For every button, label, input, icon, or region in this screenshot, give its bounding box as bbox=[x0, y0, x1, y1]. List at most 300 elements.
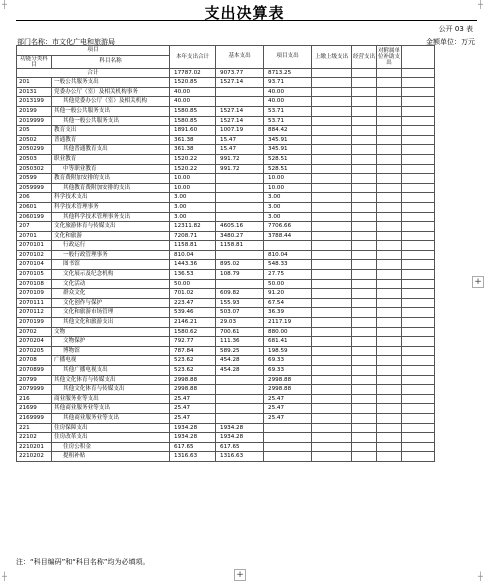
table-row[interactable] bbox=[17, 366, 470, 376]
row-total: 1580.85 bbox=[170, 106, 216, 116]
row-basic: 15.47 bbox=[216, 145, 264, 155]
row-basic: 609.82 bbox=[216, 289, 264, 299]
cell-empty bbox=[402, 145, 435, 155]
table-row[interactable] bbox=[17, 174, 470, 184]
row-project: 345.91 bbox=[264, 135, 312, 145]
row-name: 住房公积金 bbox=[52, 442, 170, 452]
row-project bbox=[264, 241, 312, 251]
total-row[interactable] bbox=[17, 68, 470, 78]
cell-empty bbox=[402, 298, 435, 308]
cell-empty bbox=[377, 97, 402, 107]
cell-empty bbox=[352, 154, 377, 164]
row-name: 群众文化 bbox=[52, 289, 170, 299]
table-row[interactable] bbox=[17, 279, 470, 289]
corner-handle-top-left[interactable]: ┼ bbox=[2, 0, 7, 9]
row-code: 2079999 bbox=[17, 385, 52, 395]
row-code: 206 bbox=[17, 193, 52, 203]
row-name: 住房保障支出 bbox=[52, 423, 170, 433]
row-code: 2070899 bbox=[17, 366, 52, 376]
cell-empty bbox=[312, 413, 352, 423]
table-row[interactable] bbox=[17, 318, 470, 328]
cell-empty bbox=[352, 318, 377, 328]
row-total: 539.46 bbox=[170, 308, 216, 318]
cell-empty bbox=[312, 308, 352, 318]
cell-empty bbox=[312, 106, 352, 116]
row-basic bbox=[216, 413, 264, 423]
row-name: 其他一般公共服务支出 bbox=[52, 116, 170, 126]
row-name: 其他商业服务业等支出 bbox=[52, 413, 170, 423]
header-name: 科目名称 bbox=[52, 55, 170, 68]
row-basic: 111.36 bbox=[216, 337, 264, 347]
table-row[interactable] bbox=[17, 385, 470, 395]
table-row[interactable] bbox=[17, 241, 470, 251]
corner-handle-bottom-right[interactable]: ┼ bbox=[478, 572, 483, 581]
row-project bbox=[264, 452, 312, 462]
total-label: 合计 bbox=[17, 68, 170, 78]
cell-empty bbox=[377, 279, 402, 289]
cell-empty bbox=[377, 135, 402, 145]
cell-empty bbox=[377, 346, 402, 356]
cell-empty bbox=[312, 279, 352, 289]
table-row[interactable] bbox=[17, 78, 470, 88]
row-total: 1520.85 bbox=[170, 78, 216, 88]
row-total: 361.38 bbox=[170, 145, 216, 155]
row-name: 普通教育 bbox=[52, 135, 170, 145]
row-name: 其他科学技术管理事务支出 bbox=[52, 212, 170, 222]
row-project: 810.04 bbox=[264, 250, 312, 260]
row-code: 21699 bbox=[17, 404, 52, 414]
row-total: 810.04 bbox=[170, 250, 216, 260]
row-total: 50.00 bbox=[170, 279, 216, 289]
cell-empty bbox=[402, 183, 435, 193]
table-row[interactable] bbox=[17, 356, 470, 366]
row-name: 其他广播电视支出 bbox=[52, 366, 170, 376]
table-row[interactable] bbox=[17, 87, 470, 97]
row-basic bbox=[216, 87, 264, 97]
row-basic: 4605.16 bbox=[216, 222, 264, 232]
cell-empty bbox=[312, 78, 352, 88]
amount-unit: 金额单位：万元 bbox=[426, 38, 475, 46]
header-upper: 上缴上级支出 bbox=[312, 46, 352, 69]
row-total: 1891.60 bbox=[170, 126, 216, 136]
row-total: 1520.22 bbox=[170, 154, 216, 164]
row-total: 617.65 bbox=[170, 442, 216, 452]
row-name: 科学技术管理事务 bbox=[52, 202, 170, 212]
cell-empty bbox=[312, 97, 352, 107]
table-row[interactable] bbox=[17, 433, 470, 443]
cell-empty bbox=[402, 452, 435, 462]
cell-empty bbox=[377, 366, 402, 376]
row-project: 3788.44 bbox=[264, 231, 312, 241]
row-name: 文物保护 bbox=[52, 337, 170, 347]
row-basic: 454.28 bbox=[216, 366, 264, 376]
row-project bbox=[264, 423, 312, 433]
table-row[interactable] bbox=[17, 260, 470, 270]
table-row[interactable] bbox=[17, 202, 470, 212]
cell-empty bbox=[377, 394, 402, 404]
cell-empty bbox=[352, 423, 377, 433]
row-code: 207 bbox=[17, 222, 52, 232]
cell-empty bbox=[402, 78, 435, 88]
row-code: 2070105 bbox=[17, 270, 52, 280]
row-code: 20702 bbox=[17, 327, 52, 337]
cell-empty bbox=[377, 68, 402, 78]
row-project bbox=[264, 442, 312, 452]
cell-empty bbox=[402, 260, 435, 270]
table-row[interactable] bbox=[17, 298, 470, 308]
cell-empty bbox=[352, 452, 377, 462]
cell-empty bbox=[352, 337, 377, 347]
cell-empty bbox=[352, 212, 377, 222]
cell-empty bbox=[402, 250, 435, 260]
cell-empty bbox=[377, 385, 402, 395]
row-project: 25.47 bbox=[264, 404, 312, 414]
cell-empty bbox=[312, 241, 352, 251]
cell-empty bbox=[352, 298, 377, 308]
row-project: 93.71 bbox=[264, 78, 312, 88]
row-basic: 991.72 bbox=[216, 164, 264, 174]
row-name: 其他党委办公厅（室）及相关机构 bbox=[52, 97, 170, 107]
table-row[interactable] bbox=[17, 394, 470, 404]
table-row[interactable] bbox=[17, 413, 470, 423]
cell-empty bbox=[312, 442, 352, 452]
table-row[interactable] bbox=[17, 327, 470, 337]
cell-empty bbox=[312, 174, 352, 184]
row-name: 其他教育费附加安排的支出 bbox=[52, 183, 170, 193]
row-basic bbox=[216, 212, 264, 222]
row-project: 528.51 bbox=[264, 164, 312, 174]
cell-empty bbox=[402, 97, 435, 107]
row-project: 880.00 bbox=[264, 327, 312, 337]
cell-empty bbox=[352, 327, 377, 337]
row-total: 2998.88 bbox=[170, 385, 216, 395]
row-total: 10.00 bbox=[170, 174, 216, 184]
cell-empty bbox=[377, 452, 402, 462]
corner-handle-bottom-left[interactable]: ┼ bbox=[2, 572, 7, 581]
cell-empty bbox=[377, 250, 402, 260]
row-name: 商业服务业等支出 bbox=[52, 394, 170, 404]
cell-empty bbox=[352, 404, 377, 414]
table-row[interactable] bbox=[17, 116, 470, 126]
row-basic: 1527.14 bbox=[216, 116, 264, 126]
table-row[interactable] bbox=[17, 452, 470, 462]
cell-empty bbox=[402, 231, 435, 241]
cell-empty bbox=[312, 423, 352, 433]
row-basic: 454.28 bbox=[216, 356, 264, 366]
table-row[interactable] bbox=[17, 183, 470, 193]
cell-empty bbox=[312, 298, 352, 308]
row-name: 文化和旅游 bbox=[52, 231, 170, 241]
row-name: 行政运行 bbox=[52, 241, 170, 251]
cell-empty bbox=[402, 337, 435, 347]
cell-empty bbox=[402, 289, 435, 299]
row-project: 7706.66 bbox=[264, 222, 312, 232]
row-project: 10.00 bbox=[264, 183, 312, 193]
row-code: 201 bbox=[17, 78, 52, 88]
row-total: 40.00 bbox=[170, 87, 216, 97]
cell-empty bbox=[402, 433, 435, 443]
header-business: 经营支出 bbox=[352, 46, 377, 69]
row-total: 25.47 bbox=[170, 394, 216, 404]
cell-empty bbox=[352, 174, 377, 184]
cell-empty bbox=[352, 126, 377, 136]
row-total: 1580.85 bbox=[170, 116, 216, 126]
table-row[interactable] bbox=[17, 231, 470, 241]
cell-empty bbox=[312, 183, 352, 193]
cell-empty bbox=[402, 193, 435, 203]
table-body bbox=[17, 68, 470, 461]
cell-empty bbox=[377, 87, 402, 97]
row-code: 20701 bbox=[17, 231, 52, 241]
row-total: 136.53 bbox=[170, 270, 216, 280]
row-basic bbox=[216, 202, 264, 212]
table-row[interactable] bbox=[17, 423, 470, 433]
cell-empty bbox=[352, 442, 377, 452]
row-name: 住房改革支出 bbox=[52, 433, 170, 443]
row-code: 2070109 bbox=[17, 289, 52, 299]
row-name: 其他一般公共服务支出 bbox=[52, 106, 170, 116]
row-total: 1934.28 bbox=[170, 423, 216, 433]
row-total: 1443.36 bbox=[170, 260, 216, 270]
table-row[interactable] bbox=[17, 346, 470, 356]
row-basic bbox=[216, 97, 264, 107]
row-project: 198.59 bbox=[264, 346, 312, 356]
row-total: 361.38 bbox=[170, 135, 216, 145]
cell-empty bbox=[377, 270, 402, 280]
row-name: 党委办公厅（室）及相关机构事务 bbox=[52, 87, 170, 97]
table-row[interactable] bbox=[17, 308, 470, 318]
row-basic: 589.25 bbox=[216, 346, 264, 356]
table-title: 支出决算表 bbox=[204, 4, 285, 22]
cell-empty bbox=[402, 346, 435, 356]
cell-empty bbox=[402, 135, 435, 145]
cell-empty bbox=[377, 442, 402, 452]
row-code: 2019999 bbox=[17, 116, 52, 126]
table-row[interactable] bbox=[17, 222, 470, 232]
row-name: 其他商业服务业等支出 bbox=[52, 404, 170, 414]
department-name: 部门名称：市文化广电和旅游局 bbox=[17, 38, 115, 46]
row-basic: 503.07 bbox=[216, 308, 264, 318]
table-row[interactable] bbox=[17, 442, 470, 452]
cell-empty bbox=[402, 116, 435, 126]
cell-empty bbox=[352, 413, 377, 423]
cell-empty bbox=[377, 78, 402, 88]
row-project: 27.75 bbox=[264, 270, 312, 280]
table-row[interactable] bbox=[17, 97, 470, 107]
row-project: 345.91 bbox=[264, 145, 312, 155]
row-project: 681.41 bbox=[264, 337, 312, 347]
table-row[interactable] bbox=[17, 212, 470, 222]
row-code: 2210202 bbox=[17, 452, 52, 462]
row-name: 文化活动 bbox=[52, 279, 170, 289]
table-row[interactable] bbox=[17, 145, 470, 155]
cell-empty bbox=[352, 116, 377, 126]
cell-empty bbox=[402, 68, 435, 78]
row-project: 528.51 bbox=[264, 154, 312, 164]
row-basic bbox=[216, 375, 264, 385]
cell-empty bbox=[352, 250, 377, 260]
cell-empty bbox=[377, 154, 402, 164]
row-code: 205 bbox=[17, 126, 52, 136]
row-basic: 155.93 bbox=[216, 298, 264, 308]
cell-empty bbox=[402, 356, 435, 366]
row-code: 2060199 bbox=[17, 212, 52, 222]
row-basic: 3480.27 bbox=[216, 231, 264, 241]
cell-empty bbox=[402, 413, 435, 423]
row-code: 20601 bbox=[17, 202, 52, 212]
row-basic: 1934.28 bbox=[216, 433, 264, 443]
row-code: 20799 bbox=[17, 375, 52, 385]
cell-empty bbox=[312, 212, 352, 222]
cell-empty bbox=[352, 78, 377, 88]
row-code: 2013199 bbox=[17, 97, 52, 107]
row-code: 2070112 bbox=[17, 308, 52, 318]
cell-empty bbox=[402, 154, 435, 164]
row-name: 一般行政管理事务 bbox=[52, 250, 170, 260]
cell-empty bbox=[352, 241, 377, 251]
row-total: 3.00 bbox=[170, 193, 216, 203]
row-code: 2070205 bbox=[17, 346, 52, 356]
row-project: 36.39 bbox=[264, 308, 312, 318]
row-basic: 29.03 bbox=[216, 318, 264, 328]
cell-empty bbox=[377, 145, 402, 155]
cell-empty bbox=[352, 97, 377, 107]
cell-empty bbox=[377, 183, 402, 193]
row-name: 文化和旅游市场管理 bbox=[52, 308, 170, 318]
cell-empty bbox=[402, 126, 435, 136]
row-project bbox=[264, 433, 312, 443]
cell-empty bbox=[312, 135, 352, 145]
cell-empty bbox=[312, 346, 352, 356]
cell-empty bbox=[377, 433, 402, 443]
cell-empty bbox=[402, 404, 435, 414]
row-total: 1158.81 bbox=[170, 241, 216, 251]
header-subsidiary: 对附属单位补助支出 bbox=[377, 46, 402, 69]
header-blank bbox=[402, 46, 435, 69]
cell-empty bbox=[352, 183, 377, 193]
cell-empty bbox=[377, 260, 402, 270]
row-name: 教育费附加安排的支出 bbox=[52, 174, 170, 184]
row-name: 中等职业教育 bbox=[52, 164, 170, 174]
row-code: 2070101 bbox=[17, 241, 52, 251]
row-name: 文化旅游体育与传媒支出 bbox=[52, 222, 170, 232]
row-basic bbox=[216, 193, 264, 203]
row-basic: 1158.81 bbox=[216, 241, 264, 251]
row-basic: 108.79 bbox=[216, 270, 264, 280]
header-row-1 bbox=[17, 46, 470, 56]
row-total: 523.62 bbox=[170, 366, 216, 376]
cell-empty bbox=[402, 423, 435, 433]
row-total: 25.47 bbox=[170, 413, 216, 423]
table-row[interactable] bbox=[17, 337, 470, 347]
table-number: 公开 03 表 bbox=[438, 25, 473, 33]
row-project: 2998.88 bbox=[264, 385, 312, 395]
row-code: 2059999 bbox=[17, 183, 52, 193]
table-row[interactable] bbox=[17, 126, 470, 136]
cell-empty bbox=[312, 356, 352, 366]
header-code: 功能分类科目 bbox=[17, 55, 52, 68]
cell-empty bbox=[377, 298, 402, 308]
cell-empty bbox=[352, 394, 377, 404]
row-basic bbox=[216, 394, 264, 404]
row-name: 一般公共服务支出 bbox=[52, 78, 170, 88]
table-row[interactable] bbox=[17, 135, 470, 145]
table-row[interactable] bbox=[17, 250, 470, 260]
cell-empty bbox=[312, 164, 352, 174]
row-code: 2210201 bbox=[17, 442, 52, 452]
row-basic: 1934.28 bbox=[216, 423, 264, 433]
cell-empty bbox=[352, 68, 377, 78]
row-code: 216 bbox=[17, 394, 52, 404]
add-row-button[interactable]: + bbox=[234, 569, 246, 581]
cell-empty bbox=[377, 222, 402, 232]
row-project: 50.00 bbox=[264, 279, 312, 289]
row-basic bbox=[216, 404, 264, 414]
row-name: 职业教育 bbox=[52, 154, 170, 164]
cell-empty bbox=[377, 116, 402, 126]
row-code: 2070204 bbox=[17, 337, 52, 347]
row-total: 2146.21 bbox=[170, 318, 216, 328]
row-project: 40.00 bbox=[264, 97, 312, 107]
cell-empty bbox=[402, 202, 435, 212]
header-project: 项目支出 bbox=[264, 46, 312, 69]
cell-empty bbox=[312, 116, 352, 126]
corner-handle-top-right[interactable]: ┼ bbox=[478, 0, 483, 9]
row-basic: 895.02 bbox=[216, 260, 264, 270]
cell-empty bbox=[312, 318, 352, 328]
row-code: 2070199 bbox=[17, 318, 52, 328]
row-project: 2998.88 bbox=[264, 375, 312, 385]
cell-empty bbox=[402, 442, 435, 452]
cell-empty bbox=[312, 250, 352, 260]
cell-empty bbox=[402, 279, 435, 289]
cell-empty bbox=[402, 174, 435, 184]
add-column-button[interactable]: + bbox=[472, 276, 484, 288]
row-total: 1520.22 bbox=[170, 164, 216, 174]
table-row[interactable] bbox=[17, 404, 470, 414]
row-basic: 15.47 bbox=[216, 135, 264, 145]
row-total: 2998.88 bbox=[170, 375, 216, 385]
table-row[interactable] bbox=[17, 154, 470, 164]
row-code: 20708 bbox=[17, 356, 52, 366]
table-row[interactable] bbox=[17, 164, 470, 174]
cell-empty bbox=[352, 193, 377, 203]
expenditure-table bbox=[16, 45, 470, 462]
table-row[interactable] bbox=[17, 375, 470, 385]
row-project: 25.47 bbox=[264, 394, 312, 404]
row-basic: 991.72 bbox=[216, 154, 264, 164]
table-row[interactable] bbox=[17, 193, 470, 203]
row-basic bbox=[216, 250, 264, 260]
table-row[interactable] bbox=[17, 289, 470, 299]
row-code: 2070111 bbox=[17, 298, 52, 308]
cell-empty bbox=[312, 126, 352, 136]
cell-empty bbox=[377, 231, 402, 241]
cell-empty bbox=[352, 260, 377, 270]
footnote: 注：“科目编码”和“科目名称”均为必填项。 bbox=[16, 558, 150, 566]
cell-empty bbox=[352, 145, 377, 155]
row-code: 2070104 bbox=[17, 260, 52, 270]
row-basic bbox=[216, 174, 264, 184]
cell-empty bbox=[377, 308, 402, 318]
table-row[interactable] bbox=[17, 270, 470, 280]
cell-empty bbox=[352, 433, 377, 443]
table-row[interactable] bbox=[17, 106, 470, 116]
cell-empty bbox=[402, 222, 435, 232]
row-total: 1316.63 bbox=[170, 452, 216, 462]
row-total: 1934.28 bbox=[170, 433, 216, 443]
cell-empty bbox=[352, 279, 377, 289]
